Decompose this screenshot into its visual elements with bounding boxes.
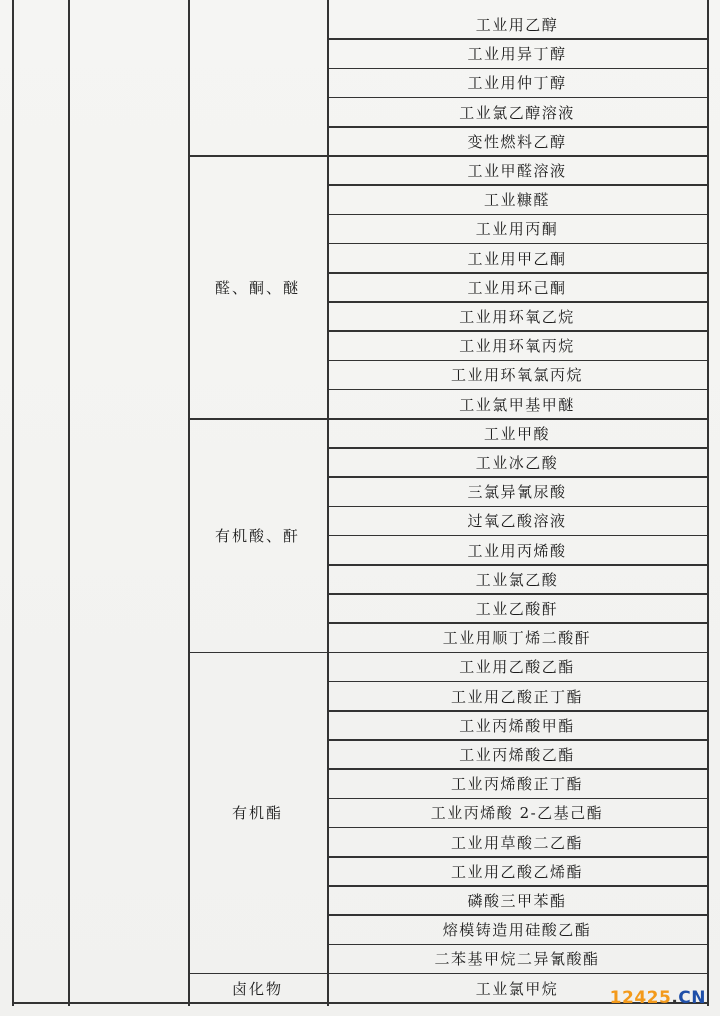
site-watermark — [610, 988, 706, 1008]
product-name-cell: 磷酸三甲苯酯 — [467, 892, 567, 911]
table-bottom-rule — [12, 1002, 707, 1004]
product-name-cell: 工业氯乙醇溶液 — [459, 103, 575, 122]
category-label: 有机酯 — [231, 804, 283, 823]
column-rule-4 — [707, 0, 709, 1006]
product-name-cell: 工业乙酸酐 — [475, 600, 559, 619]
product-name-cell: 工业甲醛溶液 — [467, 162, 567, 181]
product-name-cell: 工业用环氧氯丙烷 — [450, 366, 583, 385]
product-name-cell: 工业用草酸二乙酯 — [450, 833, 583, 852]
product-name-cell: 工业用丙烯酸 — [467, 541, 567, 560]
product-name-cell: 工业丙烯酸正丁酯 — [450, 775, 583, 794]
watermark-number: 12425 — [609, 988, 672, 1008]
product-name-cell: 工业用乙醇 — [475, 16, 559, 35]
product-name-cell: 工业用甲乙酮 — [467, 249, 567, 268]
product-name-cell: 工业用环氧乙烷 — [459, 308, 575, 327]
watermark-dot: . — [671, 988, 679, 1008]
column-rule-0 — [12, 0, 14, 1006]
product-name-cell: 工业用异丁醇 — [467, 45, 567, 64]
product-name-cell: 工业用乙酸乙烯酯 — [450, 862, 583, 881]
product-name-cell: 工业用乙酸正丁酯 — [450, 687, 583, 706]
product-name-cell: 工业用环己酮 — [467, 278, 567, 297]
product-name-cell: 工业氯甲烷 — [475, 979, 559, 998]
product-name-cell: 熔模铸造用硅酸乙酯 — [442, 921, 592, 940]
product-name-cell: 工业糠醛 — [483, 191, 550, 210]
product-name-cell: 工业用环氧丙烷 — [459, 337, 575, 356]
product-name-cell: 工业氯乙酸 — [475, 570, 559, 589]
category-label: 醛、酮、醚 — [214, 278, 300, 297]
product-name-cell: 二苯基甲烷二异氰酸酯 — [434, 950, 600, 969]
category-label: 有机酸、酐 — [214, 527, 300, 546]
product-name-cell: 过氧乙酸溶液 — [467, 512, 567, 531]
product-name-cell: 工业氯甲基甲醚 — [459, 395, 575, 414]
product-name-cell: 工业用乙酸乙酯 — [459, 658, 575, 677]
product-name-cell: 工业用丙酮 — [475, 220, 559, 239]
product-name-cell: 三氯异氰尿酸 — [467, 483, 567, 502]
product-name-cell: 变性燃料乙醇 — [467, 132, 567, 151]
product-name-cell: 工业用仲丁醇 — [467, 74, 567, 93]
column-rule-1 — [68, 0, 70, 1006]
product-name-cell: 工业甲酸 — [483, 424, 550, 443]
product-name-cell: 工业丙烯酸 2-乙基己酯 — [430, 804, 604, 823]
watermark-suffix: CN — [678, 988, 706, 1008]
product-name-cell: 工业用顺丁烯二酸酐 — [442, 629, 592, 648]
category-label — [188, 10, 327, 156]
category-label: 卤化物 — [231, 979, 283, 998]
product-name-cell: 工业丙烯酸甲酯 — [459, 716, 575, 735]
product-name-cell: 工业丙烯酸乙酯 — [459, 746, 575, 765]
product-name-cell: 工业冰乙酸 — [475, 454, 559, 473]
